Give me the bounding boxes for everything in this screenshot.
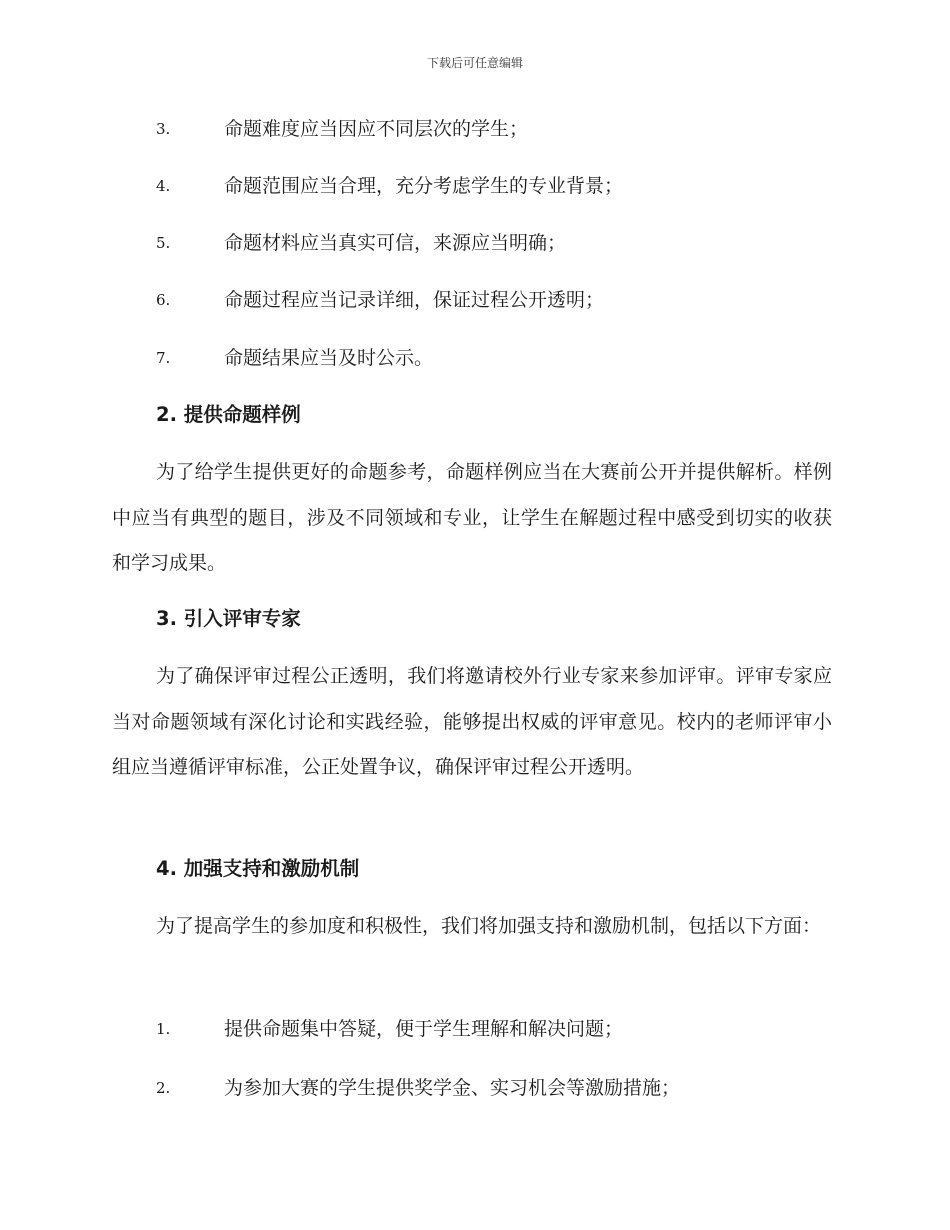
list-item [0, 343, 950, 373]
list-item-text: 命题范围应当合理，充分考虑学生的专业背景； [224, 175, 624, 197]
section-paragraph: 为了确保评审过程公正透明，我们将邀请校外行业专家来参加评审。评审专家应当对命题领域有深化讨论和实践经验，能够提出权威的评审意见。校内的老师评审小组应当遵循评审标准，公正处置争议，确保评审过程公开透明。 [112, 665, 832, 778]
list-item-text: 提供命题集中答疑，便于学生理解和解决问题； [224, 1018, 624, 1040]
list-item [0, 285, 950, 315]
list-item-text: 命题材料应当真实可信，来源应当明确； [224, 232, 567, 254]
list-item-number: 2. [156, 1079, 171, 1097]
list-item [0, 228, 950, 258]
list-item [0, 171, 950, 201]
list-item [0, 1014, 950, 1044]
page-header: 下载后可任意编辑 [426, 56, 523, 70]
section-paragraph: 为了提高学生的参加度和积极性，我们将加强支持和激励机制，包括以下方面： [156, 915, 822, 937]
list-item-number: 4. [156, 177, 171, 195]
list-item-number: 1. [156, 1020, 171, 1038]
section-heading: 2. 提供命题样例 [156, 403, 301, 426]
section-heading: 4. 加强支持和激励机制 [156, 857, 360, 880]
list-item-text: 为参加大赛的学生提供奖学金、实习机会等激励措施； [224, 1077, 681, 1099]
list-item-number: 7. [156, 349, 171, 367]
list-item-text: 命题难度应当因应不同层次的学生； [224, 118, 529, 140]
list-item [0, 114, 950, 144]
list-item-number: 3. [156, 120, 171, 138]
list-item-text: 命题结果应当及时公示。 [224, 347, 434, 369]
list-item [0, 1073, 950, 1103]
list-item-text: 命题过程应当记录详细，保证过程公开透明； [224, 289, 605, 311]
section-paragraph: 为了给学生提供更好的命题参考，命题样例应当在大赛前公开并提供解析。样例中应当有典型的题目，涉及不同领域和专业，让学生在解题过程中感受到切实的收获和学习成果。 [112, 461, 832, 574]
list-item-number: 6. [156, 291, 171, 309]
list-item-number: 5. [156, 234, 171, 252]
section-heading: 3. 引入评审专家 [156, 607, 301, 630]
